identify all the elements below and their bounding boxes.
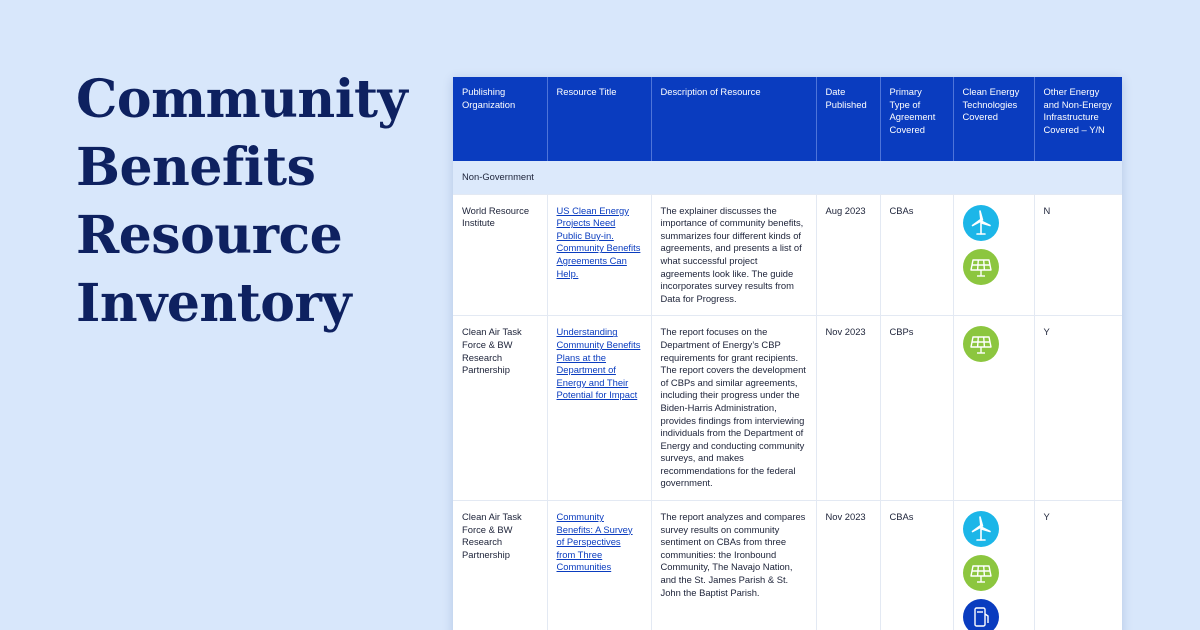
- date-cell: Aug 2023: [816, 194, 880, 316]
- other-cell: Y: [1034, 316, 1122, 501]
- org-cell: Clean Air Task Force & BW Research Partnership: [453, 501, 547, 630]
- wind-turbine-icon: [963, 205, 999, 241]
- title-cell: [547, 501, 651, 630]
- section-label: Non-Government: [453, 161, 1122, 194]
- resource-table: [453, 77, 1122, 630]
- wind-turbine-icon: [963, 511, 999, 547]
- org-cell: World Resource Institute: [453, 194, 547, 316]
- other-cell: Y: [1034, 501, 1122, 630]
- agreement-cell: CBAs: [880, 501, 953, 630]
- column-header-org[interactable]: Publishing Organization: [453, 77, 547, 161]
- table-row: [453, 194, 1122, 316]
- title-cell: [547, 316, 651, 501]
- column-header-title[interactable]: Resource Title: [547, 77, 651, 161]
- resource-link[interactable]: US Clean Energy Projects Need Public Buy-in. Community Benefits Agreements Can Help.: [556, 204, 641, 279]
- resource-link[interactable]: Community Benefits: A Survey of Perspectives from Three Communities: [556, 511, 633, 573]
- description-cell: The report analyzes and compares survey results on community sentiment on CBAs from three communities: the Ironbound Community, The Navajo Nation, and the St. James Parish & St. John the Baptist Parish.: [651, 501, 816, 630]
- solar-panel-icon: [963, 326, 999, 362]
- resource-link[interactable]: Understanding Community Benefits Plans at the Department of Energy and Their Potential for Impact: [556, 326, 641, 401]
- headline-line: Inventory: [76, 273, 352, 334]
- column-header-agreement[interactable]: Primary Type of Agreement Covered: [880, 77, 953, 161]
- other-cell: N: [1034, 194, 1122, 316]
- ev-charger-icon: [963, 599, 999, 630]
- solar-panel-icon: [963, 249, 999, 285]
- date-cell: Nov 2023: [816, 316, 880, 501]
- title-cell: [547, 194, 651, 316]
- column-header-other[interactable]: Other Energy and Non-Energy Infrastructure Covered – Y/N: [1034, 77, 1122, 161]
- headline-line: Resource: [76, 205, 343, 266]
- column-header-clean-tech[interactable]: Clean Energy Technologies Covered: [953, 77, 1034, 161]
- tech-cell: [953, 194, 1034, 316]
- agreement-cell: CBPs: [880, 316, 953, 501]
- table-row: [453, 501, 1122, 630]
- tech-cell: [953, 316, 1034, 501]
- section-row: [453, 161, 1122, 194]
- headline-line: Benefits: [76, 137, 316, 198]
- column-header-description[interactable]: Description of Resource: [651, 77, 816, 161]
- table-header-row: [453, 77, 1122, 161]
- agreement-cell: CBAs: [880, 194, 953, 316]
- org-cell: Clean Air Task Force & BW Research Partnership: [453, 316, 547, 501]
- description-cell: The report focuses on the Department of Energy’s CBP requirements for grant recipients. The report covers the development of CBPs and similar agreements, including their progress under the Biden-Harris Administration, provides findings from interviewing individuals from the Department of Energy and conducting community surveys, and makes recommendations for the federal government.: [651, 316, 816, 501]
- page-headline: [76, 66, 436, 338]
- date-cell: Nov 2023: [816, 501, 880, 630]
- headline-line: Community: [76, 69, 408, 130]
- description-cell: The explainer discusses the importance of community benefits, summarizes four different kinds of agreements, and presents a list of what successful project agreements look like. The guide incorporates survey results from Data for Progress.: [651, 194, 816, 316]
- resource-table-card: [453, 77, 1122, 630]
- table-row: [453, 316, 1122, 501]
- tech-cell: [953, 501, 1034, 630]
- column-header-date[interactable]: Date Published: [816, 77, 880, 161]
- solar-panel-icon: [963, 555, 999, 591]
